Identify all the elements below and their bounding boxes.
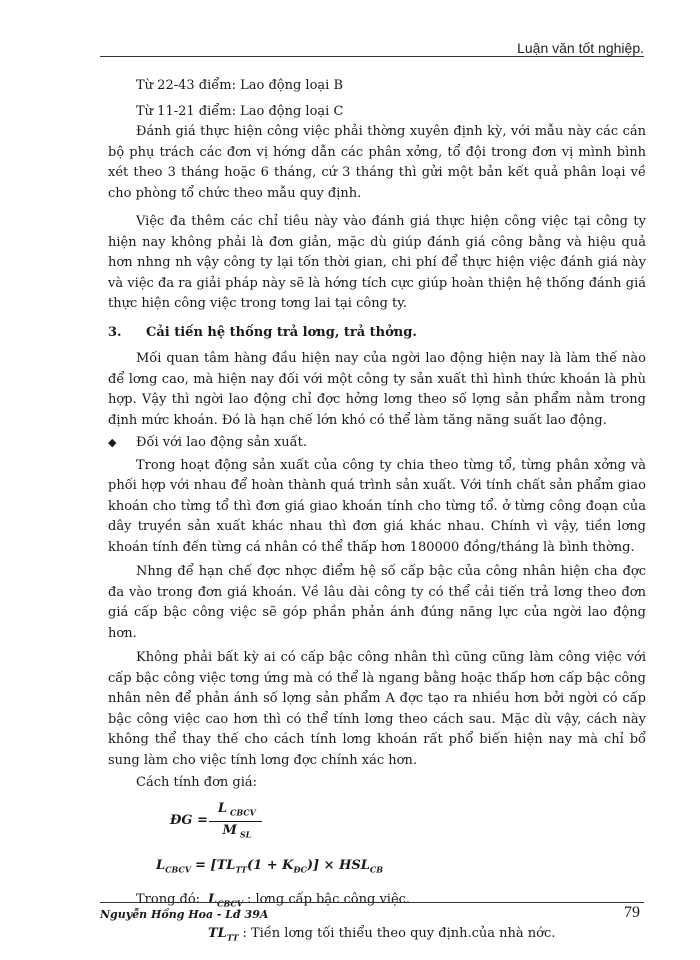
paragraph-main-concern: Mối quan tâm hàng đầu hiện nay của ngời lao động hiện nay là làm thế nào để lơng cao, mà hiện nay đối với một công ty sản xuất thì hình thức khoán là phù hợp. Vậy thì ngời lao động chỉ đợc hởng lơng theo số lợng sản phẩm nằm trong định mức khoán. Đó là hạn chế lớn khó có thể làm tăng năng suất lao động.: [108, 351, 646, 428]
definition-text-tltt: : Tiền lơng tối thiểu theo quy định.của nhà nớc.: [242, 925, 556, 941]
footer-author: Nguyễn Hồng Hoa - Lđ 39A: [100, 908, 269, 921]
section-heading: [108, 323, 646, 344]
definition-lead: Trong đó:: [136, 891, 201, 907]
formula2-lhs: $L_{CBCV}$: [156, 857, 191, 875]
unit-price-formula: [170, 800, 646, 844]
formula-fraction: [212, 800, 259, 844]
footer-rule: [100, 902, 644, 903]
running-header-title: Luận văn tốt nghiệp.: [517, 40, 644, 56]
formula-lhs: ĐG =: [170, 813, 208, 829]
diamond-bullet-icon: ◆: [108, 436, 117, 449]
formula-denominator: M $_{SL}$: [222, 823, 252, 840]
paragraph-job-grade: Không phải bất kỳ ai có cấp bậc công nhân thì cũng cũng làm công việc với cấp bậc công việc tơng ứng mà có thể là ngang bằng hoặc thấp hơn cấp bậc công nhân nên để phản ánh số lợng sản phẩm A đợc tạo ra nhiều hơn bởi ngời có cấp bậc công việc cao hơn thì có thể tính lơng theo cách sau. Mặc dù vậy, cách này không thể thay thế cho cách tính lơng khoán rất phổ biến hiện nay mà chỉ bổ sung làm cho việc tính lơng đợc chính xác hơn.: [108, 650, 646, 768]
definition-symbol-tltt: $TL_{TT}$: [208, 925, 239, 943]
bullet-production-labor: [108, 433, 646, 454]
paragraph-production-activity: Trong hoạt động sản xuất của công ty chia theo từng tổ, từng phân xởng và phối hợp với nhau để hoàn thành quá trình sản xuất. Với tính chất sản phẩm giao khoán cho từng tổ thì đơn giá giao khoán tính cho từng tổ. ở từng công đoạn của dây truyền sản xuất khác nhau thì đơn giá khác nhau. Chính vì vậy, tiền lơng khoán tính đến từng cá nhân có thể thấp hơn 180000 đồng/tháng là bình thờng.: [108, 457, 646, 555]
formula-label: Cách tính đơn giá:: [136, 775, 258, 790]
section-title: Cải tiến hệ thống trả lơng, trả thởng.: [146, 324, 417, 340]
grade-c-line: Từ 11-21 điểm: Lao động loại C: [136, 103, 344, 119]
definition-symbol-lcbcv: $L_{CBCV}$: [208, 891, 243, 909]
definition-tltt: [208, 924, 646, 948]
paragraph-limit-drawback: Nhng để hạn chế đợc nhợc điểm hệ số cấp bậc của công nhân hiện cha đợc đa vào trong đơn giá khoán. Về lâu dài công ty có thể cải tiến trả lơng theo đơn giá cấp bậc công việc sẽ góp phần phản ánh đúng năng lực của ngời lao động hơn.: [108, 564, 646, 641]
paragraph-criteria-addition: Việc đa thêm các chỉ tiêu này vào đánh giá thực hiện công việc tại công ty hiện nay không phải là đơn giản, mặc dù giúp đánh giá công bằng và hiệu quả hơn nhng nh vậy công ty lại tốn thời gian, chi phí để thực hiện việc đánh giá này và việc đa ra giải pháp này sẽ là hớng tích cực giúp hoàn thiện hệ thống đánh giá thực hiện công việc trong tơng lai tại công ty.: [108, 214, 646, 311]
page-number: 79: [624, 904, 640, 921]
grade-b-line: Từ 22-43 điểm: Lao động loại B: [136, 78, 343, 93]
page-body: [108, 70, 646, 948]
section-number: 3.: [108, 324, 122, 340]
job-grade-wage-formula: [156, 856, 646, 880]
formula-numerator: L $_{CBCV}$: [217, 800, 256, 818]
definition-text-lcbcv: : lơng cấp bậc công việc.: [247, 891, 411, 907]
bullet-text: Đối với lao động sản xuất.: [136, 435, 307, 450]
header-rule: [100, 56, 644, 57]
paragraph-evaluation-frequency: Đánh giá thực hiện công việc phải thờng xuyên định kỳ, với mẫu này các cán bộ phụ trách các đơn vị hớng dẫn các phân xởng, tổ đội trong đơn vị mình bình xét theo 3 tháng hoặc 6 tháng, cứ 3 tháng thì gửi một bản kết quả phân loại về cho phòng tổ chức theo mẫu quy định.: [108, 124, 646, 201]
formula2-rhs: = $[TL_{TT}(1 + K_{ĐC})] \times HSL_{CB}$: [195, 857, 384, 875]
